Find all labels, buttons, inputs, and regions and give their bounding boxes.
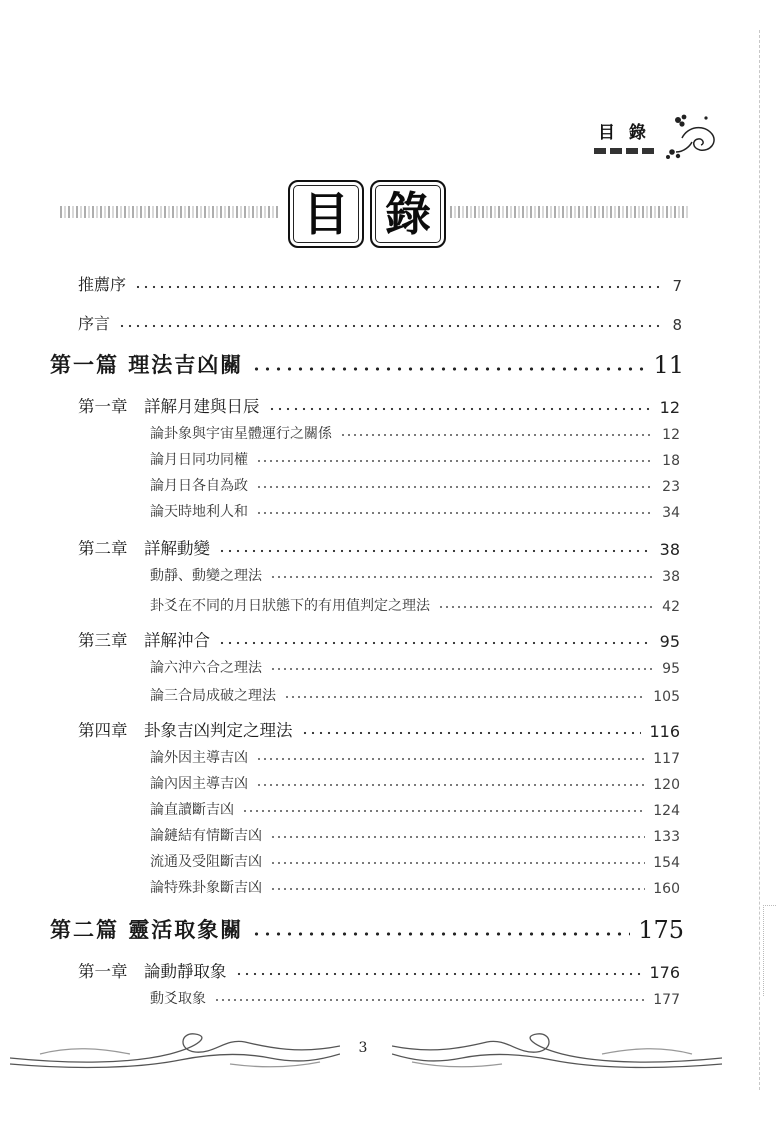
toc-page-number: 95 [662,661,680,677]
toc-chapter-label: 第四章 卦象吉凶判定之理法 [78,721,293,740]
toc-section[interactable] [150,799,680,819]
toc-section[interactable] [150,773,680,793]
title-char-box-2 [370,180,446,248]
leader-dots [256,510,654,516]
leader-dots [438,604,654,610]
title-band [0,176,776,250]
toc-page-number: 38 [662,569,680,585]
toc-page-number: 120 [653,777,680,793]
toc-section[interactable] [150,825,680,845]
toc-page-number: 42 [662,599,680,615]
running-header-dots [594,148,658,154]
toc-section-label: 流通及受阻斷吉凶 [150,854,262,870]
leader-dots [256,782,645,788]
running-header-text: 目 錄 [598,123,650,143]
toc-section-label: 論天時地利人和 [150,504,248,520]
toc-entry-preface-2[interactable] [78,311,682,334]
toc-chapter[interactable] [78,535,680,559]
toc-page-number: 23 [662,479,680,495]
title-char-1: 目 [303,187,349,241]
leader-dots [214,997,645,1003]
left-swirl-ornament-icon [10,1024,340,1080]
leader-dots [134,284,664,290]
title-band-right-line [450,206,690,218]
toc-section-label: 動靜、動變之理法 [150,568,262,584]
page-number: 3 [358,1040,368,1056]
toc-entry-label: 推薦序 [78,275,127,294]
toc-chapter[interactable] [78,717,680,741]
leader-dots [270,860,645,866]
title-char-2: 錄 [385,187,431,241]
toc-section[interactable] [150,877,680,897]
toc-chapter-label: 第三章 詳解沖合 [78,631,210,650]
toc-section[interactable] [150,988,680,1008]
toc-section[interactable] [150,423,680,443]
toc-part-1[interactable] [50,349,684,379]
toc-chapter[interactable] [78,627,680,651]
toc-section-label: 論月日各自為政 [150,478,248,494]
leader-dots [251,931,630,937]
leader-dots [268,406,652,412]
toc-page-number: 12 [662,427,680,443]
toc-section-label: 論直讀斷吉凶 [150,802,234,818]
toc-page-number: 176 [649,963,680,982]
title-band-left-line [60,206,280,218]
toc-page-number: 11 [653,351,684,379]
leader-dots [256,458,654,464]
page-edge-mark [763,905,776,996]
leader-dots [270,834,645,840]
toc-section-label: 論鏈結有情斷吉凶 [150,828,262,844]
toc-section[interactable] [150,449,680,469]
leader-dots [235,971,642,977]
toc-chapter[interactable] [78,393,680,417]
leader-dots [270,666,654,672]
running-header [590,112,720,162]
toc-page-number: 177 [653,992,680,1008]
toc-page-number: 175 [638,916,684,944]
toc-section[interactable] [150,475,680,495]
leader-dots [256,756,645,762]
toc-section-label: 論特殊卦象斷吉凶 [150,880,262,896]
leader-dots [270,886,645,892]
toc-page-number: 117 [653,751,680,767]
leader-dots [340,432,654,438]
toc-section-label: 論外因主導吉凶 [150,750,248,766]
toc-section[interactable] [150,747,680,767]
toc-chapter[interactable] [78,958,680,982]
toc-page-number: 160 [653,881,680,897]
right-swirl-ornament-icon [392,1024,722,1080]
toc-chapter-label: 第二章 詳解動變 [78,539,210,558]
toc-page-number: 12 [659,398,680,417]
toc-section-label: 卦爻在不同的月日狀態下的有用值判定之理法 [150,598,430,614]
toc-page-number: 124 [653,803,680,819]
toc-part-2[interactable] [50,914,684,944]
toc-section[interactable] [150,851,680,871]
leader-dots [218,640,652,646]
toc-entry-preface-1[interactable] [78,272,682,295]
toc-page-number: 105 [653,689,680,705]
leader-dots [256,484,654,490]
toc-chapter-label: 第一章 詳解月建與日辰 [78,397,260,416]
leader-dots [301,730,642,736]
toc-section-label: 論內因主導吉凶 [150,776,248,792]
toc-section[interactable] [150,565,680,585]
leader-dots [118,323,664,329]
toc-page-number: 38 [659,540,680,559]
page-footer [0,1024,776,1080]
leader-dots [270,574,654,580]
toc-section-label: 論三合局成破之理法 [150,688,276,704]
toc-page-number: 7 [672,277,682,295]
title-char-box-1 [288,180,364,248]
flower-ornament-icon [662,112,720,160]
toc-part-label: 第二篇 靈活取象關 [50,917,244,942]
toc-section-label: 論月日同功同權 [150,452,248,468]
toc-entry-label: 序言 [78,314,111,333]
toc-section[interactable] [150,685,680,705]
toc-page-number: 95 [659,632,680,651]
toc-chapter-label: 第一章 論動靜取象 [78,962,227,981]
leader-dots [284,694,645,700]
toc-page-number: 133 [653,829,680,845]
toc-section[interactable] [150,657,680,677]
leader-dots [251,366,645,372]
toc-part-label: 第一篇 理法吉凶關 [50,352,244,377]
leader-dots [218,548,652,554]
toc-section-label: 論六沖六合之理法 [150,660,262,676]
toc-page-number: 34 [662,505,680,521]
toc-section-label: 動爻取象 [150,991,206,1007]
toc-section[interactable] [150,595,680,615]
toc-section-label: 論卦象與宇宙星體運行之關係 [150,426,332,442]
toc-page-number: 8 [672,316,682,334]
leader-dots [242,808,645,814]
toc-page-number: 18 [662,453,680,469]
toc-section[interactable] [150,501,680,521]
toc-page-number: 116 [649,722,680,741]
toc-page-number: 154 [653,855,680,871]
